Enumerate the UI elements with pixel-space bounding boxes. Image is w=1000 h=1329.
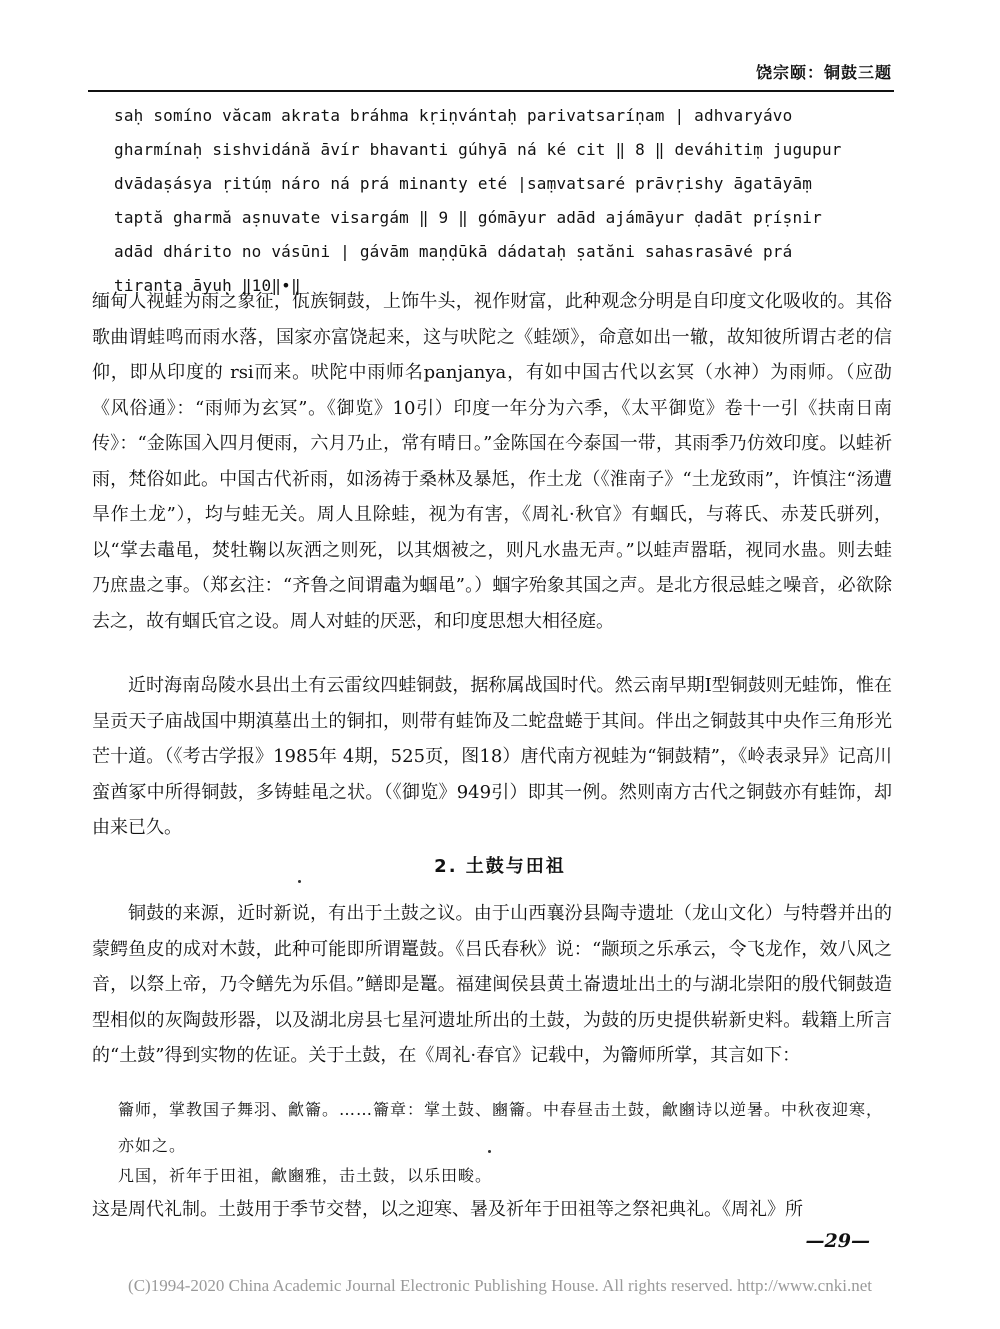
print-speck <box>488 1150 491 1153</box>
verse-line: dvādaṣásya ṛitúṃ náro ná prá minanty eté |saṃvatsaré prāvṛishy āgatāyāṃ <box>114 174 813 193</box>
copyright-footer: (C)1994-2020 China Academic Journal Electronic Publishing House. All rights reserved. http://www.cnki.net <box>128 1276 872 1295</box>
paragraph-earth-drum: 铜鼓的来源，近时新说，有出于土鼓之议。由于山西襄汾县陶寺遗址（龙山文化）与特磬并出的蒙鳄鱼皮的成对木鼓，此种可能即所谓鼍鼓。《吕氏春秋》说：“颛顼之乐承云，令飞龙作，效八风之音，以祭上帝，乃令鳝先为乐倡。”鳝即是鼍。福建闽侯县黄土崙遗址出土的与湖北崇阳的殷代铜鼓造型相似的灰陶鼓形器，以及湖北房县七星河遗址所出的土鼓，为鼓的历史提供崭新史料。载籍上所言的“土鼓”得到实物的佐证。关于土鼓，在《周礼·春官》记载中，为籥师所掌，其言如下： <box>92 903 892 1066</box>
verse-line: gharmínaḥ sishvidánă āvír bhavanti gúhyā ná ké cit ‖ 8 ‖ deváhitiṃ jugupur <box>114 140 842 159</box>
page-number: —29— <box>805 1230 870 1252</box>
quote-yueshi: 籥师，掌教国子舞羽、龡籥。……籥章：掌土鼓、豳籥。中春昼击土鼓，龡豳诗以逆暑。中秋夜迎寒，亦如之。 <box>118 1100 884 1155</box>
verse-line: tiranta āyuḥ ‖10‖•‖ <box>114 276 301 295</box>
print-speck <box>298 880 301 883</box>
verse-line: saḥ somíno văcam akrata bráhma kṛiṇvántaḥ parivatsaríṇam | adhvaryávo <box>114 106 793 125</box>
header-rule <box>88 90 894 92</box>
paragraph-frog-bronze-drum: 近时海南岛陵水县出土有云雷纹四蛙铜鼓，据称属战国时代。然云南早期Ⅰ型铜鼓则无蛙饰，惟在呈贡天子庙战国中期滇墓出土的铜扣，则带有蛙饰及二蛇盘蜷于其间。伴出之铜鼓其中央作三角形光芒十道。（《考古学报》1985年 4期，525页，图18）唐代南方视蛙为“铜鼓精”，《岭表录异》记高川蛮酋冢中所得铜鼓，多铸蛙黾之状。（《御览》949引）即其一例。然则南方古代之铜鼓亦有蛙饰，却由来已久。 <box>92 675 892 838</box>
verse-line: adād dhárito no vásūni | gávām maṇḍūkā dádataḥ ṣatăni sahasrasāvé prá <box>114 242 793 261</box>
paragraph-frog-rain: 缅甸人视蛙为雨之象征，佤族铜鼓，上饰牛头，视作财富，此种观念分明是自印度文化吸收的。其俗歌曲谓蛙鸣而雨水落，国家亦富饶起来，这与吠陀之《蛙颂》，命意如出一辙，故知彼所谓古老的信仰，即从印度的 rsi而来。吠陀中雨师名panjanya，有如中国古代以玄冥（水神）为雨师。（应劭《风俗通》：“雨师为玄冥”。《御览》10引）印度一年分为六季，《太平御览》卷十一引《扶南日南传》：“金陈国入四月便雨，六月乃止，常有晴日。”金陈国在今泰国一带，其雨季乃仿效印度。以蛙祈雨，梵俗如此。中国古代祈雨，如汤祷于桑林及暴尪，作土龙（《淮南子》“土龙致雨”，许慎注“汤遭旱作土龙”），均与蛙无关。周人且除蛙，视为有害，《周礼·秋官》有蝈氏，与蒋氏、赤茇氏骈列，以“掌去鼃黾，焚牡鞠以灰洒之则死，以其烟被之，则凡水蛊无声。”以蛙声嚣聒，视同水蛊。则去蛙乃庶蛊之事。（郑玄注：“齐鲁之间谓鼃为蝈黾”。）蝈字殆象其国之声。是北方很忌蛙之噪音，必欲除去之，故有蝈氏官之设。周人对蛙的厌恶，和印度思想大相径庭。 <box>92 291 892 632</box>
section-title: 2. 土鼓与田祖 <box>434 856 566 877</box>
quote-qinian: 凡国，祈年于田祖，龡豳雅，击土鼓，以乐田畯。 <box>118 1166 493 1185</box>
running-title: 饶宗颐：铜鼓三题 <box>755 63 892 82</box>
paragraph-zhou-rites: 这是周代礼制。土鼓用于季节交替，以之迎寒、暑及祈年于田祖等之祭祀典礼。《周礼》所 <box>92 1199 803 1220</box>
verse-line: taptă gharmă aṣnuvate visargám ‖ 9 ‖ gómāyur adād ajámāyur ḍadāt pṛíṣnir <box>114 208 822 227</box>
